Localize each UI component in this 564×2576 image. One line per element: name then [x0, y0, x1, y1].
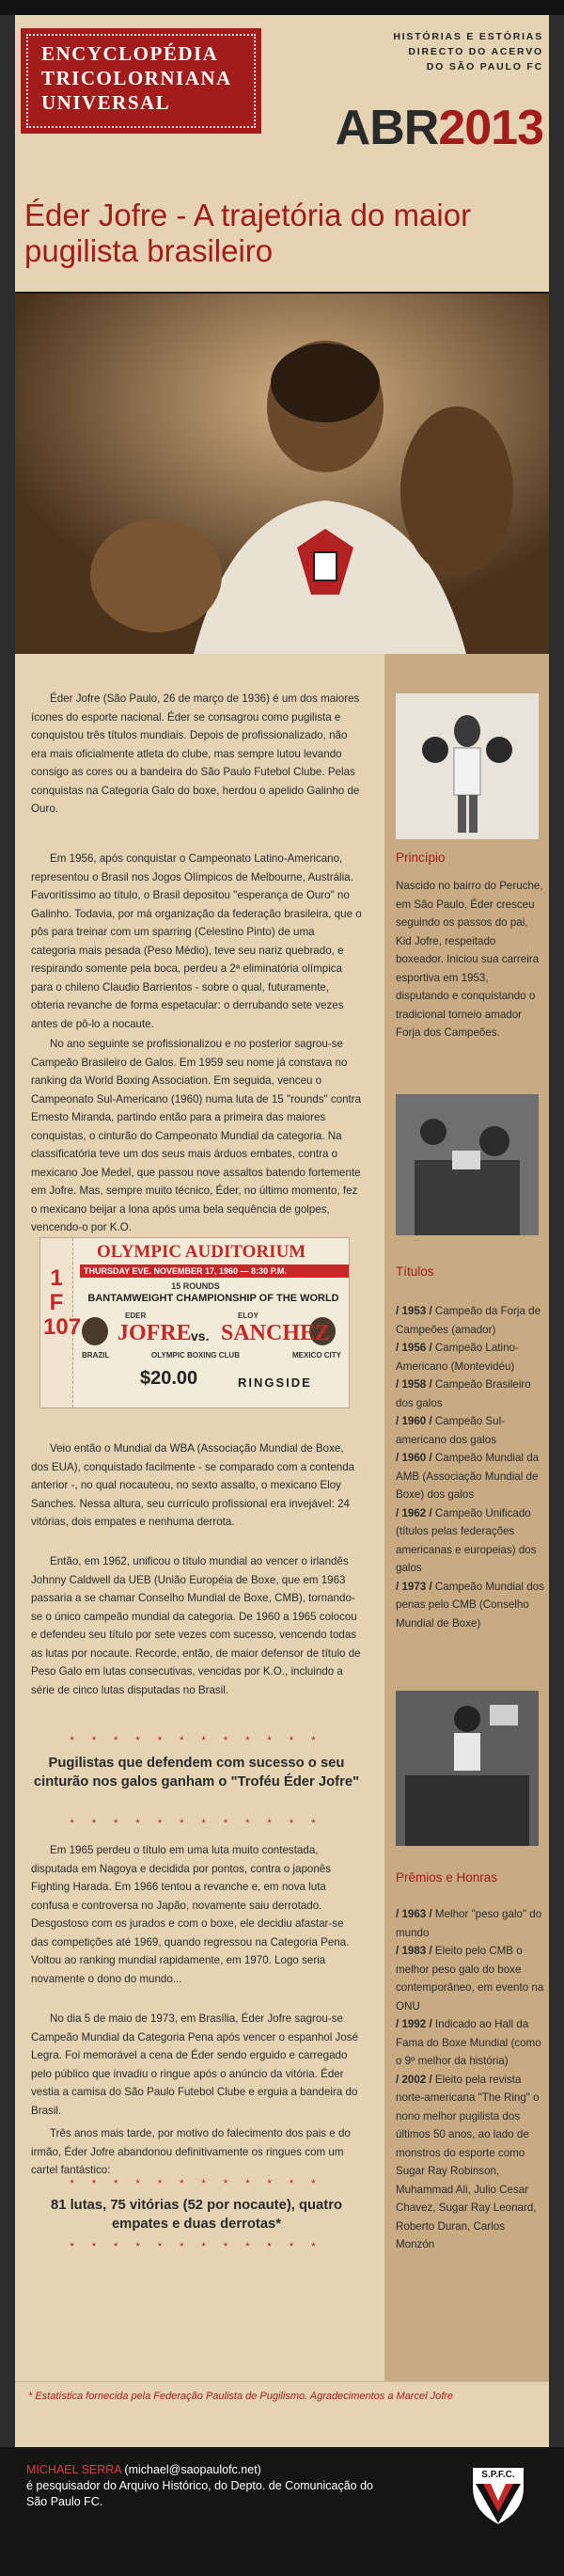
carry-illustration [396, 1691, 539, 1846]
issue-month: ABR [335, 101, 439, 155]
ticket-promoter: OLYMPIC BOXING CLUB [151, 1351, 240, 1360]
ticket-stub [40, 1238, 82, 1407]
paragraph: Então, em 1962, unificou o título mundial ao vencer o irlandês Johnny Caldwell da UEB (União Européia de Boxe, que em 1963 passaria a se chamar Conselho Mundial de Boxe, CMB), tornando-se o único campeão mundial da categoria. De 1960 a 1965 colocou e defendeu seu título por sete vezes com sucesso, vencendo todas as lutas por nocaute. Recorde, então, de maior defensor de título de Peso Galo em lutas consecutivas, vencidas por K.O., incluindo a série de cinco lutas disputadas no Brasil. [31, 1555, 361, 1696]
sidebar-heading-premios: Prêmios e Honras [396, 1870, 498, 1884]
left-margin [0, 15, 15, 2513]
pull-quote: Pugilistas que defendem com sucesso o seu cinturão nos galos ganham o "Troféu Éder Jofre" [33, 1756, 360, 1789]
premios-list [396, 1905, 544, 2254]
ticket-date: THURSDAY EVE. NOVEMBER 17, 1960 — 8:30 P.M. [80, 1264, 349, 1278]
titulo-year: / 1956 / [396, 1342, 432, 1354]
titulo-year: / 1958 / [396, 1378, 432, 1391]
paragraph: Em 1965 perdeu o título em uma luta muito contestada, disputada em Nagoya e decidida por pontos, contra o japonês Fighting Harada. Em 1966 tentou a revanche e, em nova luta confusa e controversa no Japão, novamente saiu derrotado. Desgostoso com os jurados e com o boxe, ele decidiu afastar-se das competições até 1969, quando regressou na Categoria Pena. Voltou ao ranking mundial rapidamente, em 1970. Logo seria novamente o dono do mundo... [31, 1844, 350, 1985]
titulo-year: / 1953 / [396, 1305, 432, 1317]
paragraph: Três anos mais tarde, por motivo do falecimento dos pais e do irmão, Éder Jofre abandonou definitivamente os ringues com um cartel fantástico: [31, 2127, 351, 2176]
logo-line: ENCYCLOPÉDIA [41, 42, 219, 65]
young-boxer-photo [396, 693, 539, 839]
fighter1-name: JOFRE [118, 1321, 192, 1345]
history-line: HISTÓRIAS E ESTÓRIAS [393, 31, 543, 42]
titulo-year: / 1960 / [396, 1415, 432, 1427]
ticket-vs: vs. [191, 1328, 210, 1344]
boxer-photo-illustration [15, 294, 549, 654]
premio-text: Eleito pelo CMB o melhor peso galo do boxe contemporâneo, em evento na ONU [396, 1945, 544, 2012]
divider-dots: * * * * * * * * * * * * [70, 1818, 323, 1829]
premio-year: / 1992 / [396, 2018, 432, 2030]
titulo-text: Campeão Unificado (títulos pelas federações americanas e europeias) dos galos [396, 1506, 537, 1574]
author-name: MICHAEL SERRA [26, 2463, 121, 2476]
titulo-text: Campeão Sul-americano dos galos [396, 1415, 506, 1446]
titulo-year: / 1960 / [396, 1452, 432, 1464]
titulo-year: / 1962 / [396, 1506, 432, 1519]
paragraph: No dia 5 de maio de 1973, em Brasília, Éder Jofre sagrou-se Campeão Mundial da Categoria Pena após vencer o espanhol José Legra. Foi memorável a cena de Éder sendo erguido e carregado pelo público que invadiu o ringue após o anúncio da vitória. Éder vestia a camisa do São Paulo Futebol Clube e erguia a bandeira do Brasil. [31, 2012, 359, 2117]
issue-date [336, 102, 543, 154]
premio-text: Eleito pela revista norte-americana "The Ring" o nono melhor pugilista dos últimos 50 anos, ao lado de monstros do esporte como Sugar Ray Robinson, Muhammad Ali, Julio Cesar Chavez, Sugar Ray Leonard, Roberto Duran, Carlos Monzón [396, 2073, 540, 2250]
author-credit [26, 2462, 384, 2510]
titulo-text: Campeão Brasileiro dos galos [396, 1378, 531, 1409]
premio-text: Indicado ao Hall da Fama do Boxe Mundial (como o 9º melhor da história) [396, 2018, 541, 2067]
top-band [0, 0, 564, 15]
victory-carry-photo [396, 1691, 539, 1846]
paragraph: Veio então o Mundial da WBA (Associação Mundial de Boxe, dos EUA), conquistado facilmente - se comparado com a contenda anterior -, no qual nocauteou, no sexto assalto, o mexicano Eloy Sanches. Nessa altura, seu currículo profissional era invejável: 24 vitórias, dois empates e nenhuma derrota. [31, 1442, 355, 1528]
paragraph: Éder Jofre (São Paulo, 26 de março de 1936) é um dos maiores ícones do esporte nacional. Éder se consagrou como pugilista e conquistou três títulos mundiais. Depois de profissionalizado, não era mais oficialmente atleta do clube, mas sempre lutou levando consigo as cores ou a bandeira do São Paulo Futebol Clube. Pelas conquistas na Categoria Galo do boxe, herdou o apelido Galinho de Ouro. [31, 692, 360, 815]
crowd-illustration [396, 1094, 539, 1235]
divider-dots: * * * * * * * * * * * * [70, 2241, 323, 2252]
fighter2-country: MEXICO CITY [292, 1351, 342, 1360]
ticket-event: BANTAMWEIGHT CHAMPIONSHIP OF THE WORLD [87, 1293, 339, 1304]
ticket-stub-number: 1 F 107 [43, 1265, 82, 1340]
fighter1-country: BRAZIL [82, 1351, 110, 1360]
titulo-text: Campeão da Forja de Campeões (amador) [396, 1305, 541, 1336]
author-email: (michael@saopaulofc.net) [120, 2463, 261, 2476]
issue-year: 2013 [438, 101, 543, 155]
page-title: Éder Jofre - A trajetória do maior pugilista brasileiro [24, 198, 472, 268]
ticket-section: RINGSIDE [238, 1375, 312, 1390]
ticket-rounds: 15 ROUNDS [171, 1281, 220, 1291]
titulo-year: / 1973 / [396, 1580, 432, 1593]
history-caption [393, 29, 543, 74]
ticket-venue: OLYMPIC AUDITORIUM [97, 1242, 306, 1262]
sidebar-heading-principio: Princípio [396, 851, 446, 865]
premio-year: / 1963 / [396, 1908, 432, 1920]
divider-dots: * * * * * * * * * * * * [70, 2178, 323, 2189]
titulo-text: Campeão Mundial dos penas pelo CMB (Conselho Mundial de Boxe) [396, 1580, 544, 1630]
encyclopedia-logo [21, 28, 261, 134]
titulos-list [396, 1302, 544, 1632]
fight-ticket [39, 1237, 350, 1408]
sidebar-principio-text: Nascido no bairro do Peruche, em São Paulo, Éder cresceu seguindo os passos do pai, Kid Jofre, respeitado boxeador. Iniciou sua carreira esportiva em 1953, disputando e conquistando o tradicional torneio amador Forja dos Campeões. [396, 880, 543, 1039]
crowd-victory-photo [396, 1094, 539, 1235]
badge-text: S.P.F.C. [481, 2470, 515, 2480]
fighter1-portrait [82, 1317, 108, 1345]
spfc-badge [470, 2465, 526, 2527]
paragraph: Em 1956, após conquistar o Campeonato Latino-Americano, representou o Brasil nos Jogos Olímpicos de Melbourne, Austrália. Favoritíssimo ao título, o Brasil depositou "esperança de Ouro" no Galinho. Todavia, por má organização da federação brasileira, que o pôs para treinar com um sparring (Celestino Pinto) de uma categoria mais pesada (Peso Médio), teve seu nariz quebrado, e respirando somente pela boca, perdeu a 2ª eliminatória olímpica para o chileno Claudio Barrientos - sobre o qual, futuramente, obteria revanche de forma espetacular: o derrubando sete vezes antes de pô-lo a nocaute. [31, 852, 362, 1030]
history-line: DIRECTO DO ACERVO [408, 46, 543, 57]
divider-dots: * * * * * * * * * * * * [70, 1735, 323, 1746]
sidebar-heading-titulos: Títulos [396, 1264, 434, 1279]
hero-photo [15, 294, 549, 654]
paragraph: No ano seguinte se profissionalizou e no posterior sagrou-se Campeão Brasileiro de Galos. Em 1959 seu nome já constava no ranking da World Boxing Association. Em seguida, venceu o Campeonato Sul-Americano (1960) numa luta de 15 "rounds" contra Ernesto Miranda, partindo então para a primeira das maiores conquistas, o cinturão do Campeonato Mundial da categoria. Na classificatória teve um dos seus mais árduos embates, contra o mexicano Joe Medel, que passou nove assaltos batendo fortemente em Jofre. Mas, sempre muito técnico, Éder, no último momento, fez o mexicano beijar a lona após uma bela sequência de golpes, vencendo-o por K.O. [31, 1038, 362, 1233]
premio-year: / 1983 / [396, 1945, 432, 1957]
young-boxer-illustration [396, 693, 539, 839]
titulo-text: Campeão Mundial da AMB (Associação Mundial de Boxe) dos galos [396, 1452, 540, 1501]
logo-line: TRICOLORNIANA [41, 67, 232, 89]
ticket-price: $20.00 [140, 1368, 198, 1389]
author-role: é pesquisador do Arquivo Histórico, do Depto. de Comunicação do São Paulo FC. [26, 2479, 373, 2508]
premio-text: Melhor "peso galo" do mundo [396, 1908, 542, 1939]
fighter2-first: ELOY [238, 1312, 258, 1320]
fighter1-first: EDER [125, 1312, 147, 1320]
right-margin [549, 15, 564, 2513]
fighter2-name: SANCHEZ [221, 1321, 331, 1345]
history-line: DO SÃO PAULO FC [426, 61, 543, 72]
footnote: * Estatística fornecida pela Federação Paulista de Pugilismo. Agradecimentos a Marcel Jofre [28, 2391, 454, 2402]
titulo-text: Campeão Latino-Americano (Montevidéu) [396, 1342, 519, 1373]
logo-line: UNIVERSAL [41, 91, 171, 114]
premio-year: / 2002 / [396, 2073, 432, 2086]
career-record: 81 lutas, 75 vitórias (52 por nocaute), quatro empates e duas derrotas* [51, 2198, 342, 2232]
